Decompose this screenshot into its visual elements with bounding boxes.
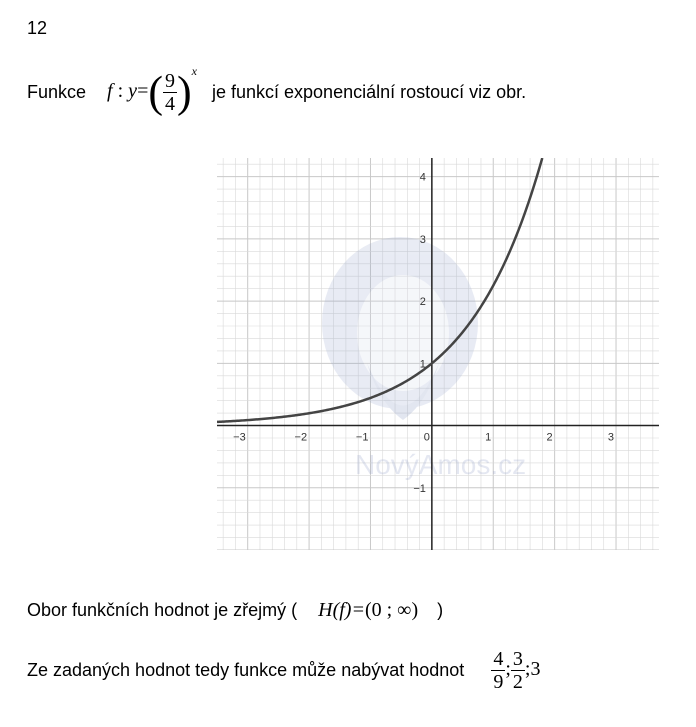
- x-tick-label: 0: [423, 431, 430, 444]
- value-fraction-2: [511, 648, 525, 693]
- value-last: 3: [530, 658, 541, 681]
- range-line: [27, 599, 443, 622]
- intro-before-text: Funkce: [27, 82, 87, 102]
- values-line: [27, 648, 540, 693]
- y-tick-label: −1: [413, 482, 426, 495]
- function-formula: f : y=( $\frac{9}{4}$ )$^x$: [107, 63, 197, 117]
- values-separator-1: ;: [505, 658, 511, 681]
- function-var: y: [128, 80, 138, 103]
- value-fraction-2-denominator: 2: [512, 671, 523, 693]
- x-tick-label: 2: [546, 431, 553, 444]
- y-tick-label: 1: [419, 358, 426, 371]
- values-expression: [491, 648, 541, 693]
- range-closing-paren: ): [437, 600, 444, 620]
- base-denominator: 4: [165, 93, 175, 115]
- range-interval: (0 ; ∞): [364, 599, 419, 621]
- x-tick-label: −2: [294, 431, 308, 444]
- range-text: Obor funkčních hodnot je zřejmý (: [27, 600, 298, 620]
- values-text: Ze zadaných hodnot tedy funkce může nabývat hodnot: [27, 660, 465, 680]
- value-fraction-1: [491, 648, 505, 693]
- exponent: x: [191, 63, 197, 78]
- base-fraction: [163, 70, 177, 115]
- y-tick-label: 4: [419, 171, 426, 184]
- x-tick-label: 1: [485, 431, 492, 444]
- watermark-text: NovýAmos.cz: [355, 449, 527, 480]
- range-lhs: H(f)=: [318, 599, 365, 621]
- range-expression: [318, 599, 423, 621]
- value-fraction-2-numerator: 3: [512, 648, 523, 670]
- value-fraction-1-numerator: 4: [493, 648, 504, 670]
- y-tick-label: 3: [419, 233, 426, 246]
- x-tick-label: −1: [355, 431, 369, 444]
- y-tick-label: 2: [419, 296, 426, 309]
- values-separator-2: ;: [524, 658, 531, 681]
- function-definition-line: [27, 63, 527, 117]
- problem-number: 12: [27, 18, 48, 38]
- value-fraction-1-denominator: 9: [493, 671, 504, 693]
- function-graph: [217, 158, 659, 550]
- intro-after-text: je funkcí exponenciální rostoucí viz obr.: [211, 82, 527, 102]
- x-tick-label: −3: [233, 431, 246, 444]
- base-numerator: 9: [165, 70, 175, 92]
- function-name: f: [107, 80, 113, 103]
- x-tick-label: 3: [607, 431, 615, 444]
